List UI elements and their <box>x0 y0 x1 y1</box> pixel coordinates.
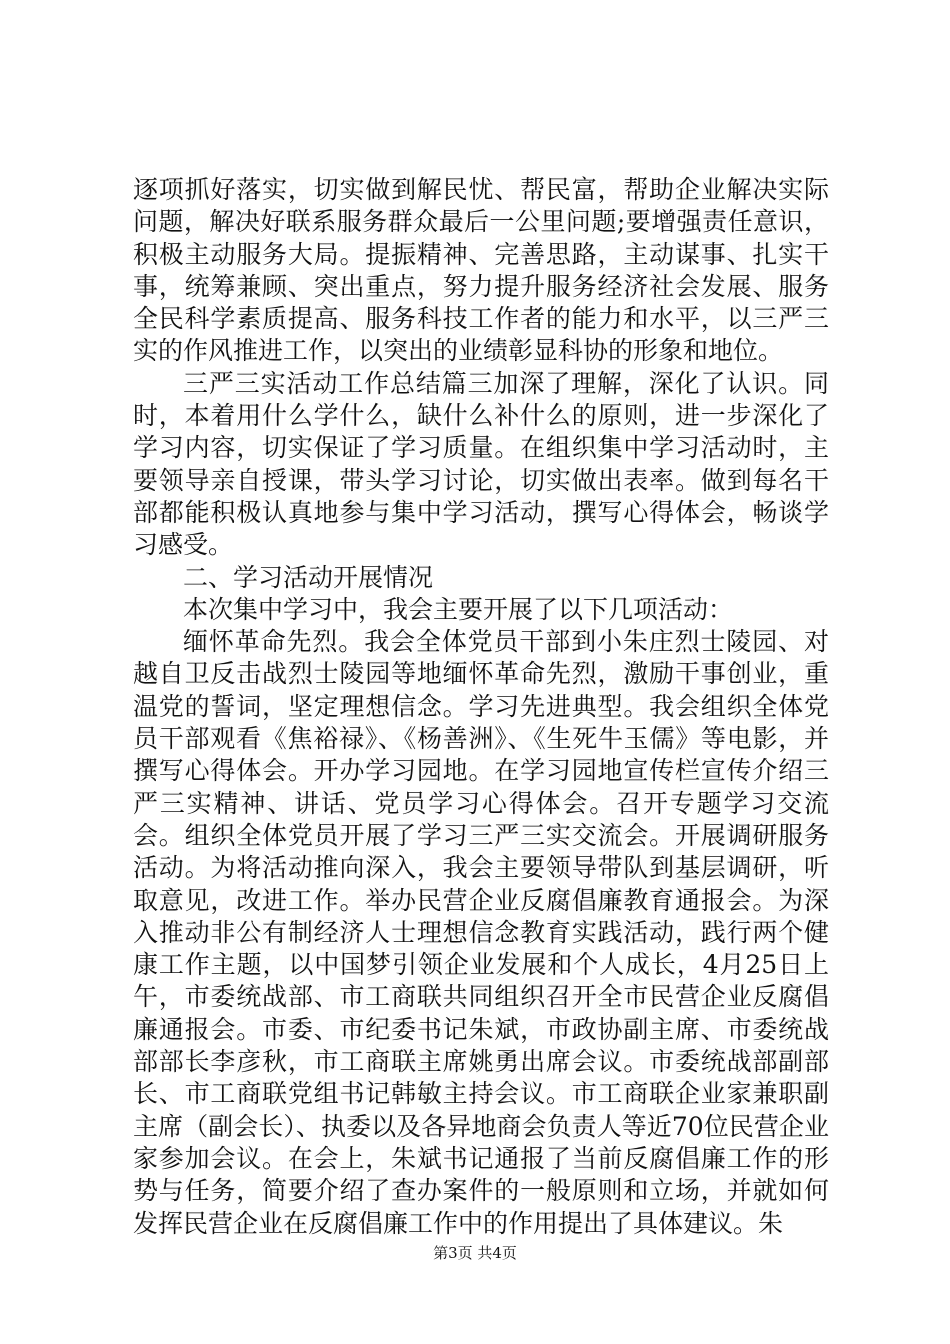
paragraph-3: 本次集中学习中，我会主要开展了以下几项活动： <box>183 594 734 624</box>
paragraph-1: 逐项抓好落实，切实做到解民忧、帮民富，帮助企业解决实际问题，解决好联系服务群众最后一公里问题;要增强责任意识，积极主动服务大局。提振精神、完善思路，主动谋事、扎实干事，统筹兼顾、突出重点，努力提升服务经济社会发展、服务全民科学素质提高、服务科技工作者的能力和水平，以三严三实的作风推进工作，以突出的业绩彰显科协的形象和地位。 <box>133 175 829 366</box>
document-body <box>133 174 829 1240</box>
section-heading: 二、学习活动开展情况 <box>183 562 434 592</box>
page-number-footer: 第3页 共4页 <box>433 1244 517 1262</box>
paragraph-2: 三严三实活动工作总结篇三加深了理解，深化了认识。同时，本着用什么学什么，缺什么补什么的原则，进一步深化了学习内容，切实保证了学习质量。在组织集中学习活动时，主要领导亲自授课，带头学习讨论，切实做出表率。做到每名干部都能积极认真地参与集中学习活动，撰写心得体会，畅谈学习感受。 <box>133 368 829 560</box>
paragraph-4: 缅怀革命先烈。我会全体党员干部到小朱庄烈士陵园、对越自卫反击战烈士陵园等地缅怀革命先烈，激励干事创业，重温党的誓词，坚定理想信念。学习先进典型。我会组织全体党员干部观看《焦裕禄》、《杨善洲》、《生死牛玉儒》等电影，并撰写心得体会。开办学习园地。在学习园地宣传栏宣传介绍三严三实精神、讲话、党员学习心得体会。召开专题学习交流会。组织全体党员开展了学习三严三实交流会。开展调研服务活动。为将活动推向深入，我会主要领导带队到基层调研，听取意见，改进工作。举办民营企业反腐倡廉教育通报会。为深入推动非公有制经济人士理想信念教育实践活动，践行两个健康工作主题，以中国梦引领企业发展和个人成长，4月25日上午，市委统战部、市工商联共同组织召开全市民营企业反腐倡廉通报会。市委、市纪委书记朱斌，市政协副主席、市委统战部部长李彦秋，市工商联主席姚勇出席会议。市委统战部副部长、市工商联党组书记韩敏主持会议。市工商联企业家兼职副主席（副会长）、执委以及各异地商会负责人等近70位民营企业家参加会议。在会上，朱斌书记通报了当前反腐倡廉工作的形势与任务，简要介绍了查办案件的一般原则和立场，并就如何发挥民营企业在反腐倡廉工作中的作用提出了具体建议。朱 <box>133 627 829 1238</box>
